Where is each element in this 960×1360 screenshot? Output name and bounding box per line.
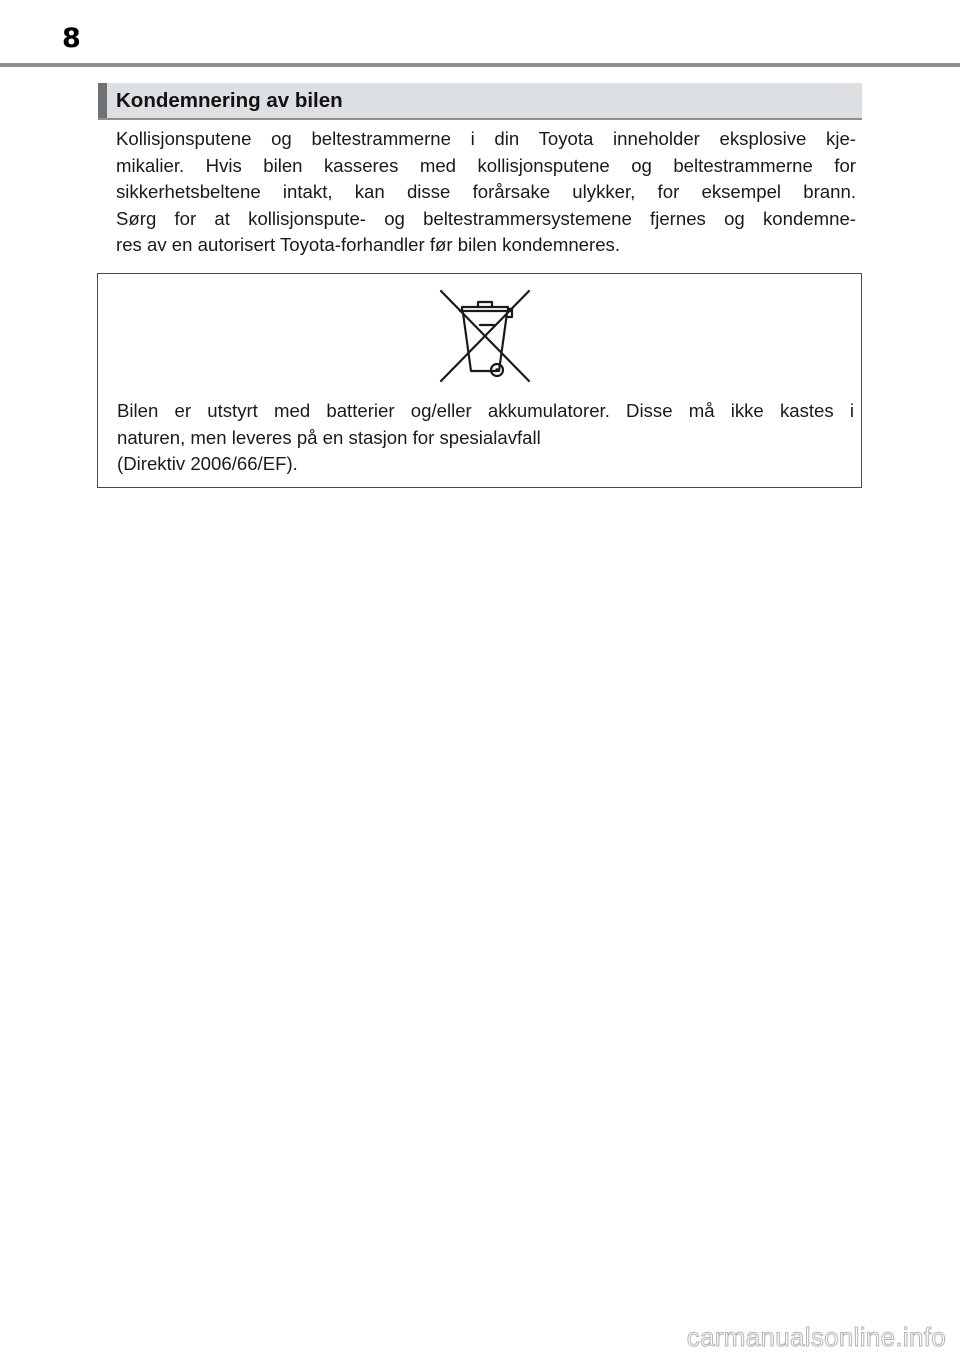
section-paragraph — [116, 126, 856, 259]
paragraph-line: Sørg for at kollisjonspute- og beltestrammersystemene fjernes og kondemne- — [116, 207, 856, 229]
section-title: Kondemnering av bilen — [116, 89, 343, 112]
notice-line: (Direktiv 2006/66/EF). — [117, 453, 298, 474]
paragraph-line: sikkerhetsbeltene intakt, kan disse forårsake ulykker, for eksempel brann. — [116, 181, 856, 202]
section-header — [98, 83, 862, 118]
paragraph-line: mikalier. Hvis bilen kasseres med kollisjonsputene og beltestrammerne for — [116, 154, 856, 176]
top-rule — [0, 63, 960, 67]
notice-text — [117, 398, 854, 478]
battery-disposal-notice — [97, 273, 862, 488]
section-underline — [98, 118, 862, 120]
notice-line: Bilen er utstyrt med batterier og/eller akkumulatorer. Disse må ikke kastes i — [117, 400, 854, 421]
page-number: 8 — [62, 23, 81, 54]
paragraph-line: Kollisjonsputene og beltestrammerne i din Toyota inneholder eksplosive kje- — [116, 128, 856, 149]
crossed-out-wheelie-bin-icon — [438, 287, 532, 383]
paragraph-line: res av en autorisert Toyota-forhandler før bilen kondemneres. — [116, 234, 621, 255]
notice-line: naturen, men leveres på en stasjon for spesialavfall — [117, 426, 541, 448]
watermark: carmanualsonline.info — [686, 1322, 946, 1352]
